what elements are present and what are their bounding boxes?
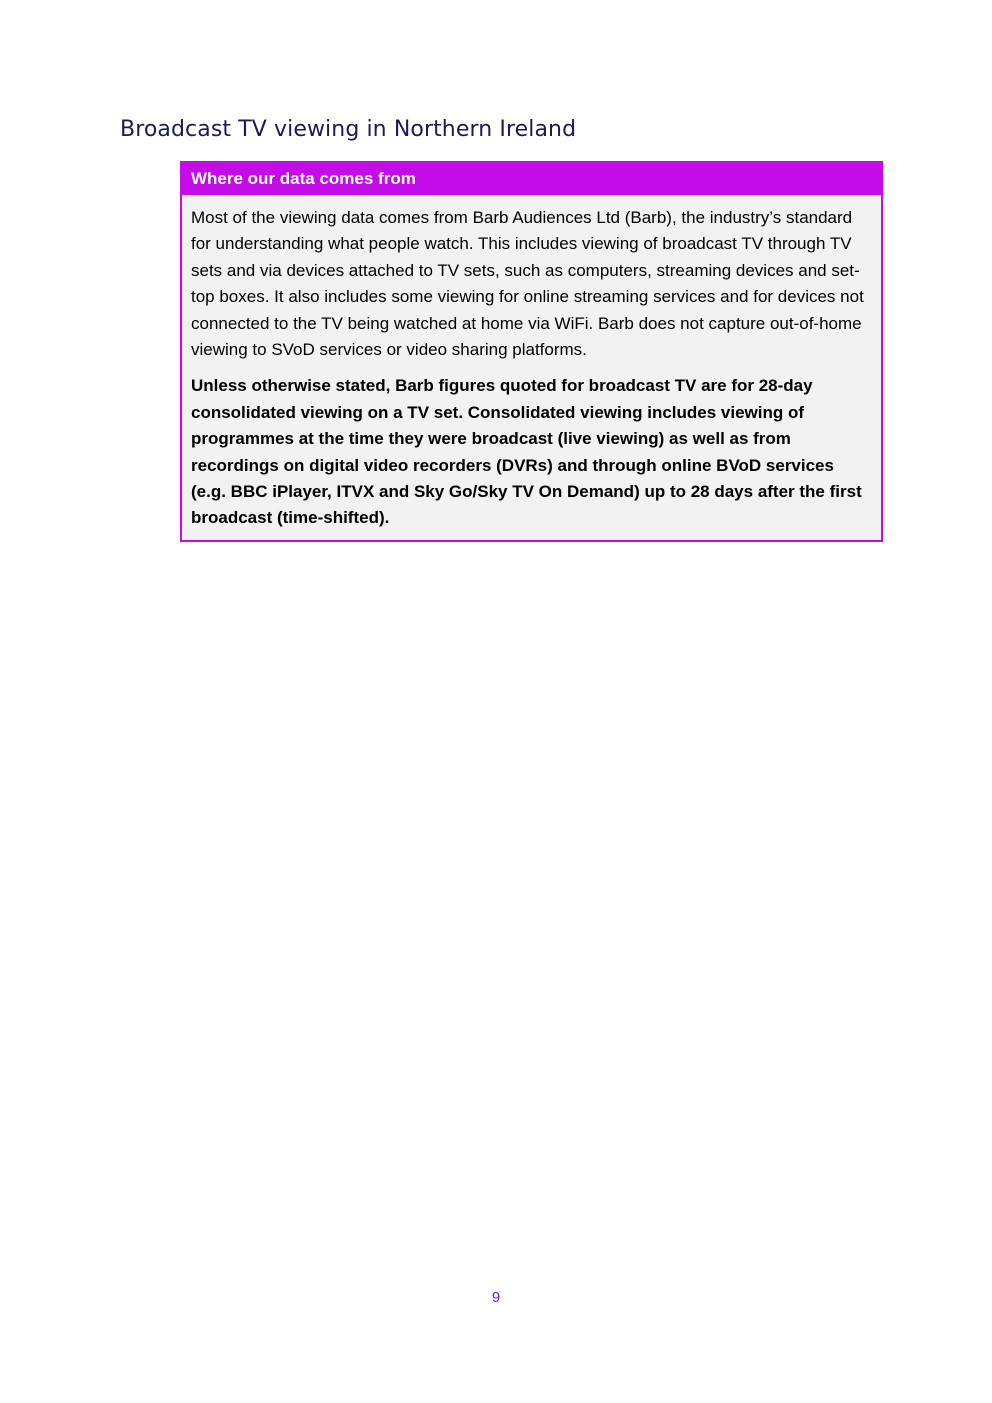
callout-paragraph-consolidated-viewing: Unless otherwise stated, Barb figures quoted for broadcast TV are for 28-day consolidated viewing on a TV set. Consolidated viewing includes viewing of programmes at the time they were broadcast (live viewing) as well as from recordings on digital video recorders (DVRs) and through online BVoD services (e.g. BBC iPlayer, ITVX and Sky Go/Sky TV On Demand) up to 28 days after the first broadcast (time-shifted). xyxy=(191,376,862,528)
data-source-callout xyxy=(180,161,883,542)
callout-title: Where our data comes from xyxy=(182,163,881,195)
callout-paragraph-data-source: Most of the viewing data comes from Barb Audiences Ltd (Barb), the industry’s standard for understanding what people watch. This includes viewing of broadcast TV through TV sets and via devices attached to TV sets, such as computers, streaming devices and set-top boxes. It also includes some viewing for online streaming services and for devices not connected to the TV being watched at home via WiFi. Barb does not capture out-of-home viewing to SVoD services or video sharing platforms. xyxy=(191,208,864,360)
page-number: 9 xyxy=(491,1289,501,1306)
page-title: Broadcast TV viewing in Northern Ireland xyxy=(120,117,577,142)
callout-body xyxy=(182,195,881,540)
